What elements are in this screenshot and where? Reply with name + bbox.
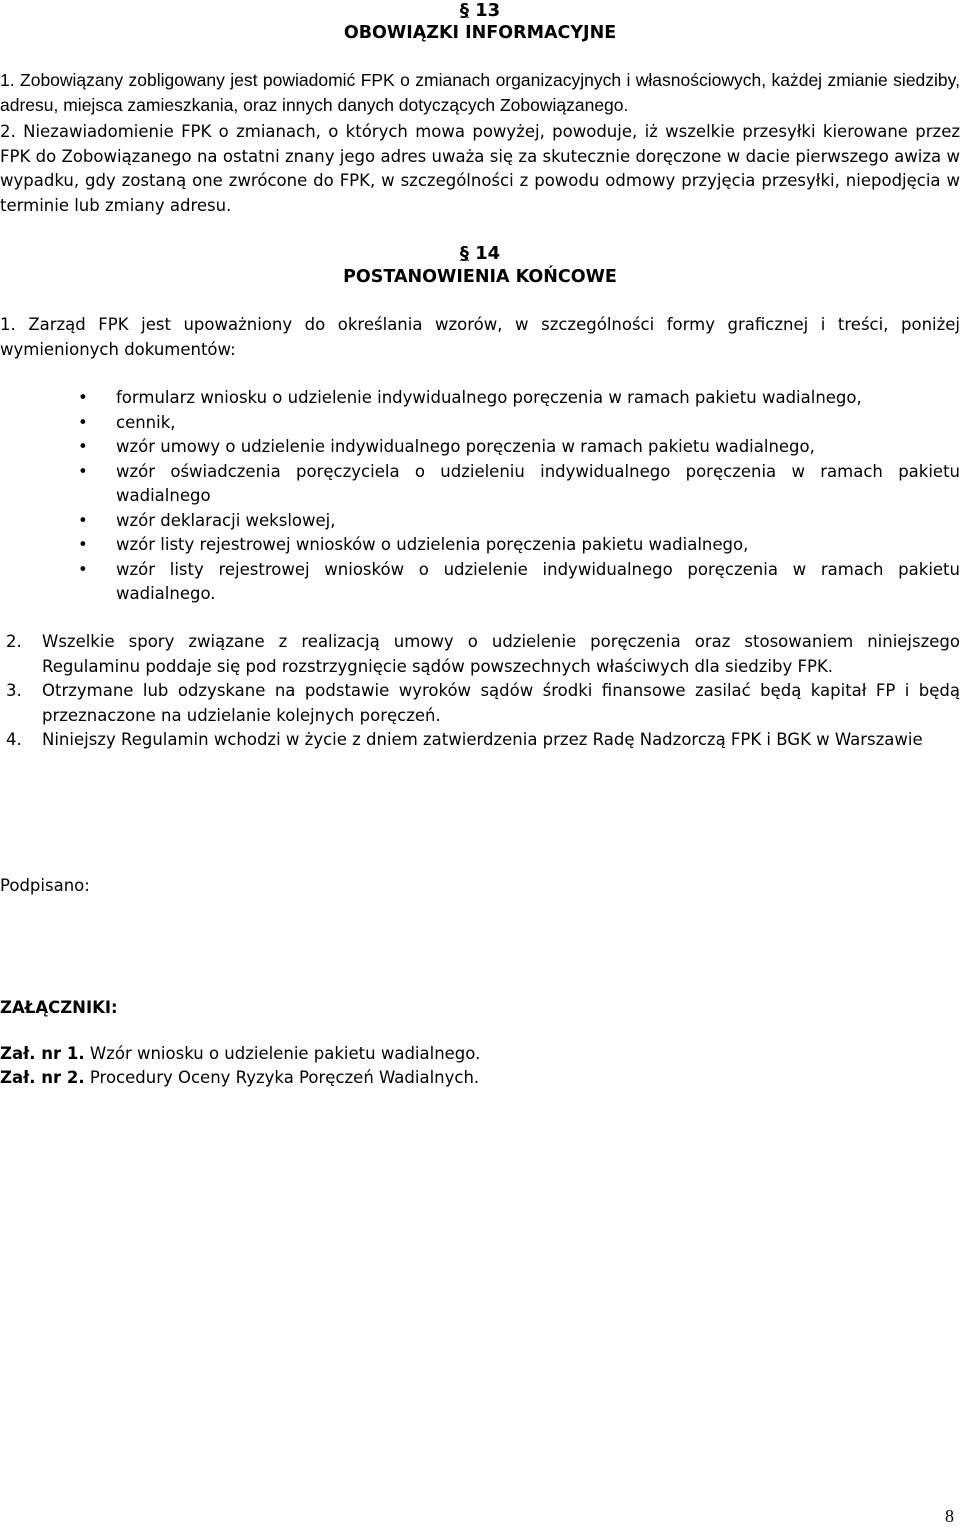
section-13-paragraph-1 [0,68,960,118]
attachments-title: ZAŁĄCZNIKI: [0,998,118,1017]
list-item: • wzór oświadczenia poręczyciela o udzieleniu indywidualnego poręczenia w ramach pakietu wadialnego [78,461,960,505]
section-14-paragraph-1 [0,313,960,362]
list-item [0,630,960,679]
paragraph-number: 2. [0,122,16,141]
attachment-label: Zał. nr 2. [0,1068,85,1087]
section-number: 14 [475,243,501,264]
bullet-icon: • [78,461,88,481]
section-14-title: POSTANOWIENIA KOŃCOWE [343,267,617,287]
final-provisions-list [0,630,960,753]
item-number: 2. [6,632,22,651]
attachment-item-1 [0,1042,480,1067]
signature-label: Podpisano: [0,876,90,895]
paragraph-number: 1. [0,315,16,334]
paragraph-text: Niezawiadomienie FPK o zmianach, o których mowa powyżej, powoduje, iż wszelkie przesyłki kierowane przez FPK do Zobowiązanego na ostatni znany jego adres uważa się za skutecznie doręczone w dacie pierwszego awiza w wypadku, gdy zostaną one zwrócone do FPK, w szczególności z powodu odmowy przyjęcia przesyłki, niepodjęcia w terminie lub zmiany adresu. [0,122,960,215]
item-text: Otrzymane lub odzyskane na podstawie wyroków sądów środki finansowe zasilać będą kapitał FP i będą przeznaczone na udzielanie kolejnych poręczeń. [42,681,960,725]
list-item: • wzór listy rejestrowej wniosków o udzielenie indywidualnego poręczenia w ramach pakietu wadialnego. [78,559,960,603]
attachment-text: Procedury Oceny Ryzyka Poręczeń Wadialnych. [89,1068,480,1087]
bullet-icon: • [78,388,88,407]
section-number: 13 [475,0,501,21]
page-number: 8 [945,1506,954,1526]
list-item: • wzór listy rejestrowej wniosków o udzielenia poręczenia pakietu wadialnego, [78,533,960,558]
section-14-heading [0,243,960,265]
bullet-icon: • [78,412,88,432]
item-text: Niniejszy Regulamin wchodzi w życie z dniem zatwierdzenia przez Radę Nadzorczą FPK i BGK w Warszawie [42,730,923,749]
item-number: 3. [6,681,22,700]
paragraph-number: 1. [0,70,15,90]
attachment-label: Zał. nr 1. [0,1044,85,1063]
list-item: • wzór deklaracji wekslowej, [78,509,960,534]
item-text: Wszelkie spory związane z realizacją umowy o udzielenie poręczenia oraz stosowaniem niniejszego Regulaminu poddaje się pod rozstrzygnięcie sądów powszechnych właściwych dla siedziby FPK. [42,632,960,676]
paragraph-text: Zobowiązany zobligowany jest powiadomić FPK o zmianach organizacyjnych i własnościowych, każdej zmianie siedziby, adresu, miejsca zamieszkania, oraz innych danych dotyczących Zobowiązanego. [0,70,960,115]
section-symbol: § [459,0,469,21]
item-number: 4. [6,730,22,749]
list-item: • formularz wniosku o udzielenie indywidualnego poręczenia w ramach pakietu wadialnego, [78,386,960,411]
bullet-icon: • [78,535,88,554]
bullet-icon: • [78,510,88,530]
document-types-list [78,386,960,607]
list-item: • wzór umowy o udzielenie indywidualnego poręczenia w ramach pakietu wadialnego, [78,435,960,460]
attachment-item-2 [0,1066,479,1091]
section-13-heading [0,0,960,22]
list-item: • cennik, [78,411,960,436]
section-13-title: OBOWIĄZKI INFORMACYJNE [343,23,617,43]
section-13-paragraph-2 [0,120,960,218]
paragraph-text: Zarząd FPK jest upoważniony do określania wzorów, w szczególności formy graficznej i treści, poniżej wymienionych dokumentów: [0,315,960,359]
attachment-text: Wzór wniosku o udzielenie pakietu wadialnego. [89,1044,481,1063]
bullet-icon: • [78,559,88,579]
bullet-icon: • [78,437,88,456]
list-item [0,728,960,753]
section-symbol: § [459,243,469,264]
list-item [0,679,960,728]
